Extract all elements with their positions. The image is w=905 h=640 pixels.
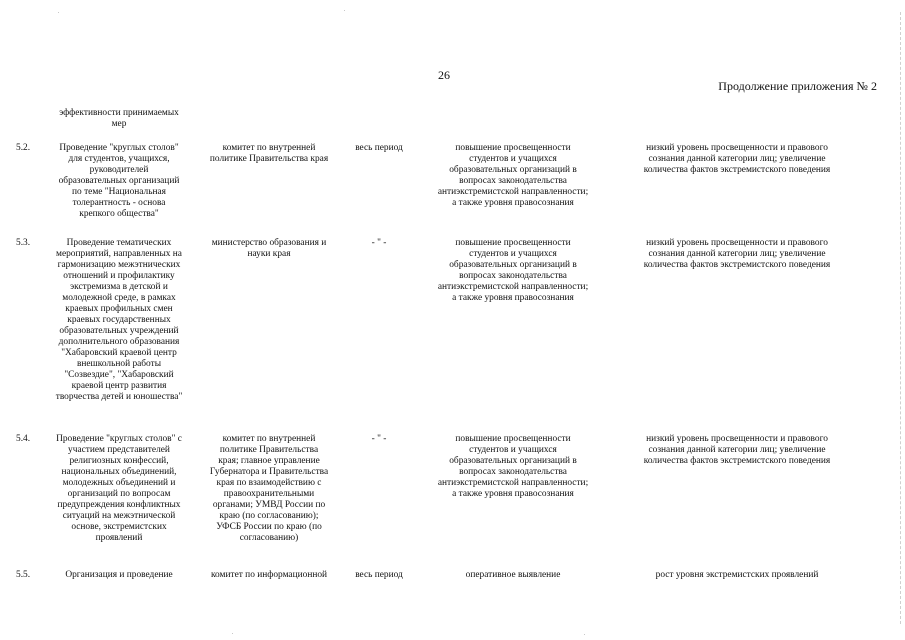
row-event: Проведение "круглых столов" с участием представителей религиозных конфессий, национальных объединений, молодежных объединений и организаций по вопросам предупреждения конфликтных ситуаций на межэтнической основе, экстремистских проявлений <box>56 434 182 543</box>
row-risk: рост уровня экстремистских проявлений <box>655 570 819 580</box>
row-result: оперативное выявление <box>465 570 561 580</box>
row-period: - " - <box>371 434 387 444</box>
row-executor: комитет по внутренней политике Правительства края <box>209 143 329 164</box>
scan-speck <box>584 634 585 635</box>
scan-speck <box>344 10 345 11</box>
row-executor: комитет по внутренней политике Правительства края; главное управление Губернатора и Правительства края по взаимодействию с правоохранительными органами; УМВД России по краю (по согласованию); УФСБ России по краю (по согласованию) <box>209 434 329 543</box>
row-executor: комитет по информационной <box>210 570 328 580</box>
page-number: 26 <box>438 68 450 82</box>
row-risk: низкий уровень просвещенности и правового сознания данной категории лиц; увеличение количества фактов экстремистского поведения <box>643 434 831 466</box>
scan-edge-line <box>900 12 901 624</box>
row-event: Проведение "круглых столов" для студентов, учащихся, руководителей образовательных организаций по теме "Национальная толерантность - основа крепкого общества" <box>58 143 180 219</box>
row-result: повышение просвещенности студентов и учащихся образовательных организаций в вопросах законодательства антиэкстремистской направленности; а также уровня правосознания <box>437 238 589 303</box>
appendix-continuation-note: Продолжение приложения № 2 <box>718 79 877 93</box>
row-risk: низкий уровень просвещенности и правового сознания данной категории лиц; увеличение количества фактов экстремистского поведения <box>643 238 831 270</box>
row-event: Проведение тематических мероприятий, направленных на гармонизацию межэтнических отношений и профилактику экстремизма в детской и молодежной среде, в рамках краевых профильных смен краевых государственных образовательных учреждений дополнительного образования "Хабаровский краевой центр внешкольной работы "Созвездие", "Хабаровский краевой центр развития творчества детей и юношества" <box>55 238 183 402</box>
row-number: 5.2. <box>16 143 31 153</box>
row-risk: низкий уровень просвещенности и правового сознания данной категории лиц; увеличение количества фактов экстремистского поведения <box>643 143 831 175</box>
row-period: весь период <box>355 143 403 153</box>
row-event: Организация и проведение <box>65 570 173 580</box>
row-number: 5.5. <box>16 570 31 580</box>
scan-speck <box>58 12 59 13</box>
carryover-event-text: эффективности принимаемых мер <box>59 108 179 129</box>
row-result: повышение просвещенности студентов и учащихся образовательных организаций в вопросах законодательства антиэкстремистской направленности; а также уровня правосознания <box>437 143 589 208</box>
scan-speck <box>232 633 233 634</box>
row-executor: министерство образования и науки края <box>211 238 327 259</box>
row-period: - " - <box>371 238 387 248</box>
row-result: повышение просвещенности студентов и учащихся образовательных организаций в вопросах законодательства антиэкстремистской направленности; а также уровня правосознания <box>437 434 589 499</box>
row-period: весь период <box>355 570 403 580</box>
row-number: 5.3. <box>16 238 31 248</box>
row-number: 5.4. <box>16 434 31 444</box>
